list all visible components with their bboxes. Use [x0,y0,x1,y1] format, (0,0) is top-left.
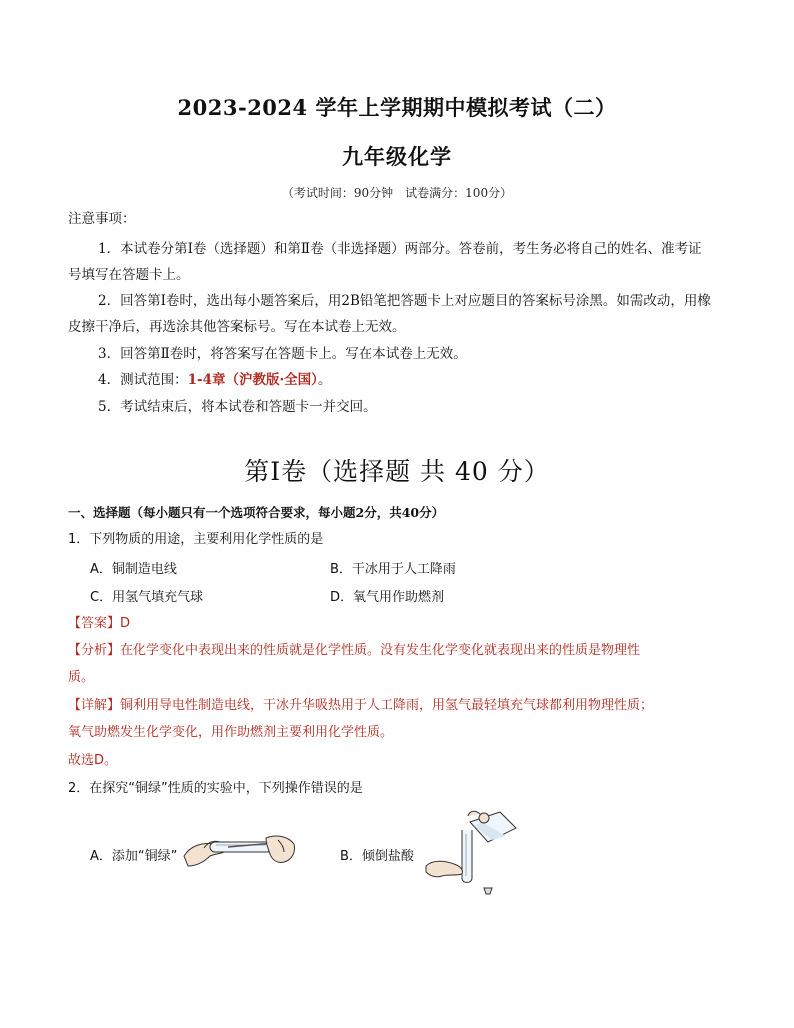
pour-acid-illustration [422,808,532,896]
exam-subtitle: 九年级化学 [342,144,452,169]
note-1-line-1: 1．本试卷分第Ⅰ卷（选择题）和第Ⅱ卷（非选择题）两部分。答卷前，考生务必将自己的姓名、准考证 [98,241,702,257]
q2-stem: 2．在探究“铜绿”性质的实验中，下列操作错误的是 [68,781,363,796]
exam-info: （考试时间：90分钟 试卷满分：100分） [281,186,513,200]
note-4 [98,370,758,390]
q1-detail-line-2: 氧气助燃发生化学变化，用作助燃剂主要利用化学性质。 [68,725,394,740]
test-range: 1-4章（沪教版·全国） [187,372,318,388]
note-4-suffix: 。 [317,372,332,388]
q1-answer: 【答案】D [68,616,131,631]
q1-option-d: D．氧气用作助燃剂 [330,590,445,605]
note-1-line-2: 号填写在答题卡上。 [68,267,190,283]
note-4-prefix: 4．测试范围： [98,372,188,388]
notes-heading: 注意事项： [68,211,136,227]
q1-option-a: A．铜制造电线 [90,562,177,577]
q2-option-b: B．倾倒盐酸 [340,849,414,864]
q1-option-c: C．用氢气填充气球 [90,590,204,605]
q1-stem: 1．下列物质的用途，主要利用化学性质的是 [68,532,324,547]
q1-analysis-line-1: 【分析】在化学变化中表现出来的性质就是化学性质。没有发生化学变化就表现出来的性质是物理性 [68,643,641,658]
section-title: 第Ⅰ卷（选择题 共 40 分） [244,457,550,486]
q1-conclusion: 故选D。 [68,753,118,768]
q1-analysis-line-2: 质。 [68,670,95,685]
q1-option-b: B．干冰用于人工降雨 [330,562,456,577]
q1-detail-line-1: 【详解】铜利用导电性制造电线，干冰升华吸热用于人工降雨，用氢气最轻填充气球都利用物理性质； [68,698,654,713]
add-verdigris-illustration [180,812,300,882]
note-2-line-1: 2．回答第Ⅰ卷时，选出每小题答案后，用2B铅笔把答题卡上对应题目的答案标号涂黑。如需改动，用橡 [98,293,711,309]
note-5: 5．考试结束后，将本试卷和答题卡一并交回。 [98,399,377,415]
part-heading: 一、选择题（每小题只有一个选项符合要求，每小题2分，共40分） [68,505,445,520]
exam-title: 2023-2024 学年上学期期中模拟考试（二） [177,95,617,120]
note-2-line-2: 皮擦干净后，再选涂其他答案标号。写在本试卷上无效。 [68,319,406,335]
q2-option-a: A．添加“铜绿” [90,849,178,864]
note-3: 3．回答第Ⅱ卷时，将答案写在答题卡上。写在本试卷上无效。 [98,346,467,362]
